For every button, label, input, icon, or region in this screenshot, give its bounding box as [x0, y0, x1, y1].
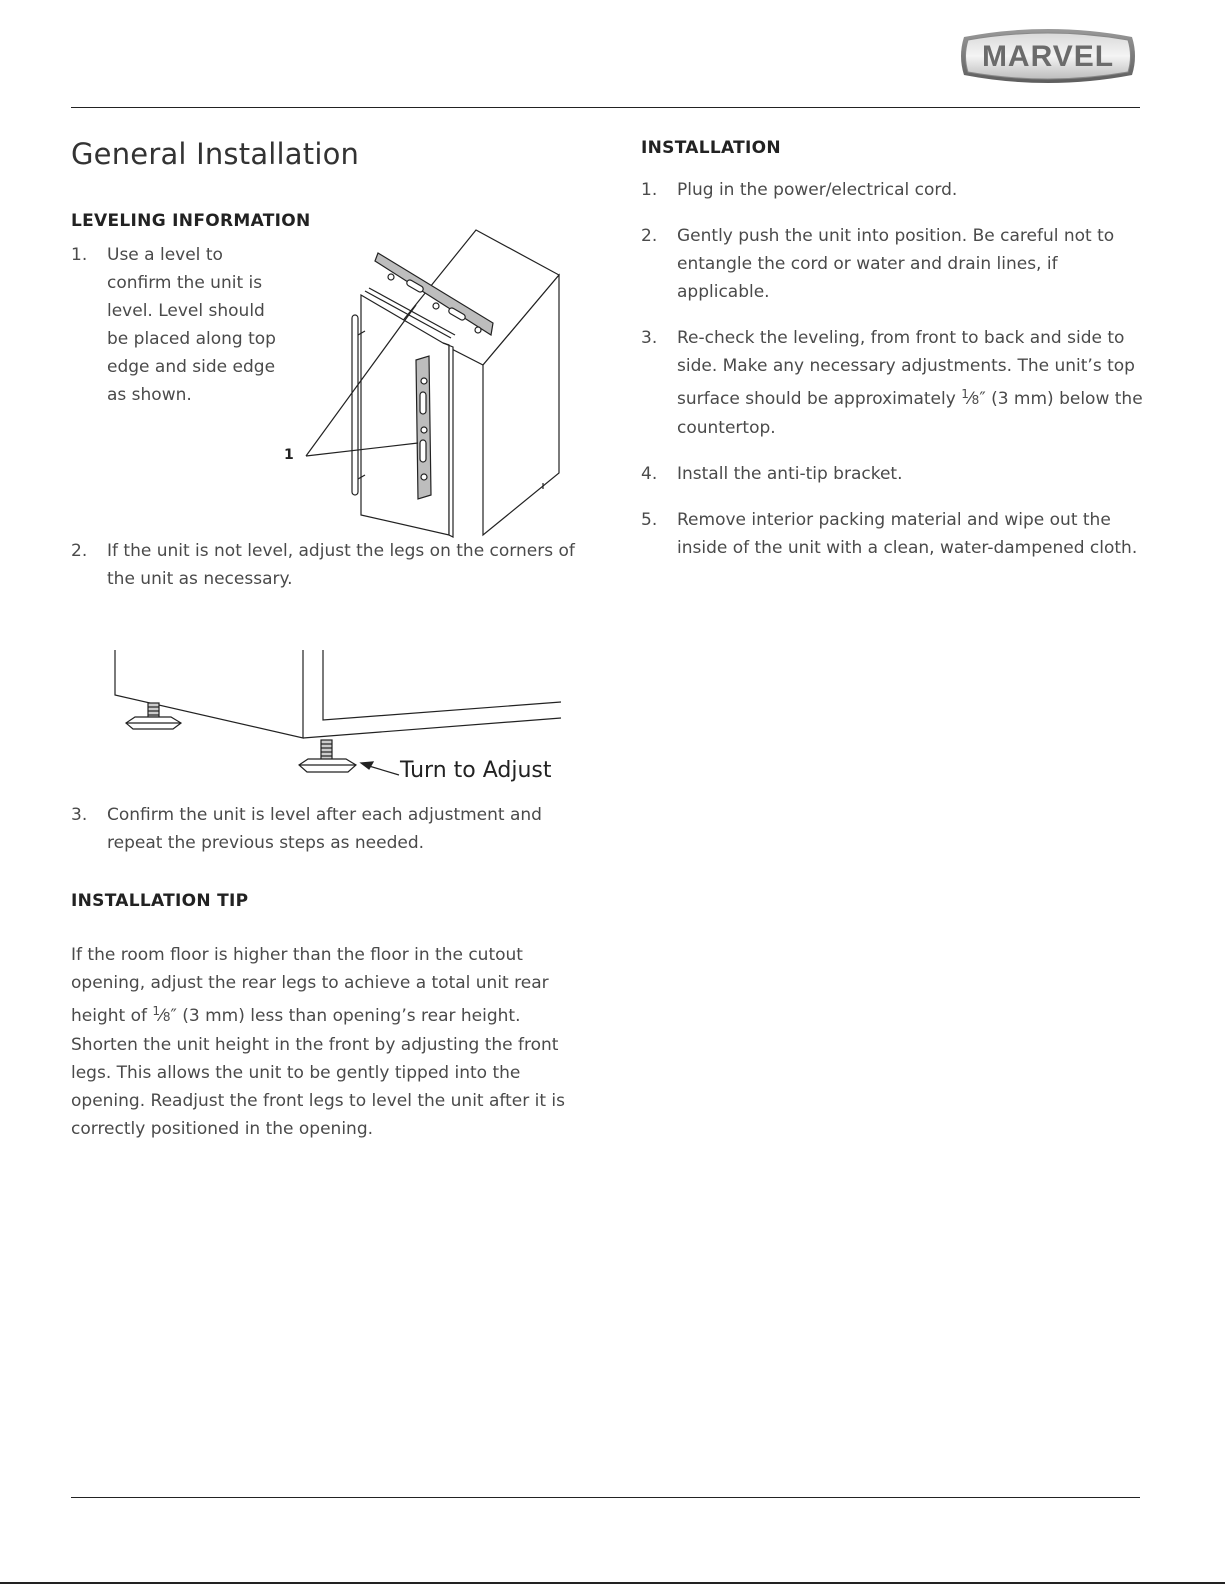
step-text: If the unit is not level, adjust the legs on the corners of the unit as necessary. — [107, 541, 575, 589]
installation-step-3 — [641, 324, 1151, 442]
step-number: 5. — [641, 510, 658, 530]
page-title: General Installation — [71, 137, 360, 171]
step-text-part: ″ (3 mm) below the countertop. — [677, 389, 1143, 438]
installation-step-5 — [641, 506, 1151, 562]
step-line: as shown. — [107, 385, 192, 405]
right-column — [641, 130, 1151, 562]
leveling-step-3 — [71, 801, 581, 857]
page-edge-line — [0, 1582, 1225, 1584]
step-number: 3. — [71, 805, 88, 825]
step-line: level. Level should — [107, 301, 265, 321]
fraction-numerator: 1 — [961, 387, 969, 401]
step-number: 2. — [71, 541, 88, 561]
fraction-numerator: 1 — [152, 1004, 161, 1018]
fraction-one-eighth: $^1$⁄8 — [152, 1004, 171, 1026]
step-text: Confirm the unit is level after each adjustment and repeat the previous steps as needed. — [107, 805, 542, 853]
step-text: Remove interior packing material and wipe out the inside of the unit with a clean, water-dampened cloth. — [677, 510, 1138, 558]
installation-tip-text — [71, 941, 581, 1143]
step-text: Install the anti-tip bracket. — [677, 464, 903, 484]
fraction-denominator: 8 — [162, 1010, 171, 1024]
tip-text-part: If the room floor is higher than the floor in the cutout opening, adjust the rear legs to achieve a total unit rear height of — [71, 945, 549, 1026]
left-column — [71, 130, 581, 1143]
step-number: 3. — [641, 328, 658, 348]
leg-adjust-figure — [111, 645, 571, 799]
step-line: confirm the unit is — [107, 273, 263, 293]
turn-to-adjust-label: Turn to Adjust — [400, 758, 552, 783]
step-number: 2. — [641, 226, 658, 246]
step-line: edge and side edge — [107, 357, 276, 377]
installation-step-4 — [641, 460, 1151, 488]
logo-text: MARVEL — [981, 40, 1115, 73]
figure-callout-1: 1 — [284, 447, 294, 463]
installation-tip-heading: INSTALLATION TIP — [71, 891, 249, 911]
step-text: Plug in the power/electrical cord. — [677, 180, 958, 200]
step-number: 4. — [641, 464, 658, 484]
header-divider — [71, 107, 1140, 108]
leveling-heading: LEVELING INFORMATION — [71, 211, 311, 231]
step-number: 1. — [641, 180, 658, 200]
step-text-part: Re-check the leveling, from front to back and side to side. Make any necessary adjustments. The unit’s top surface should be approximately — [677, 328, 1135, 409]
step-number: 1. — [71, 245, 88, 265]
installation-step-1 — [641, 176, 1151, 204]
step-line: Use a level to — [107, 245, 223, 265]
level-placement-figure — [281, 225, 581, 549]
fraction-denominator: 8 — [971, 393, 980, 407]
leveling-step-2 — [71, 537, 581, 593]
step-line: be placed along top — [107, 329, 276, 349]
footer-divider — [71, 1497, 1140, 1498]
tip-text-part: ″ (3 mm) less than opening’s rear height. Shorten the unit height in the front by adjusting the front legs. This allows the unit to be gently tipped into the opening. Readjust the front legs to level the unit after it is correctly positioned in the opening. — [71, 1006, 565, 1139]
step-text: Gently push the unit into position. Be careful not to entangle the cord or water and drain lines, if applicable. — [677, 226, 1115, 302]
marvel-logo — [956, 25, 1140, 87]
installation-step-2 — [641, 222, 1151, 306]
installation-heading: INSTALLATION — [641, 138, 781, 158]
fraction-one-eighth: $^1$⁄8 — [961, 387, 980, 409]
step-text — [641, 324, 1151, 442]
